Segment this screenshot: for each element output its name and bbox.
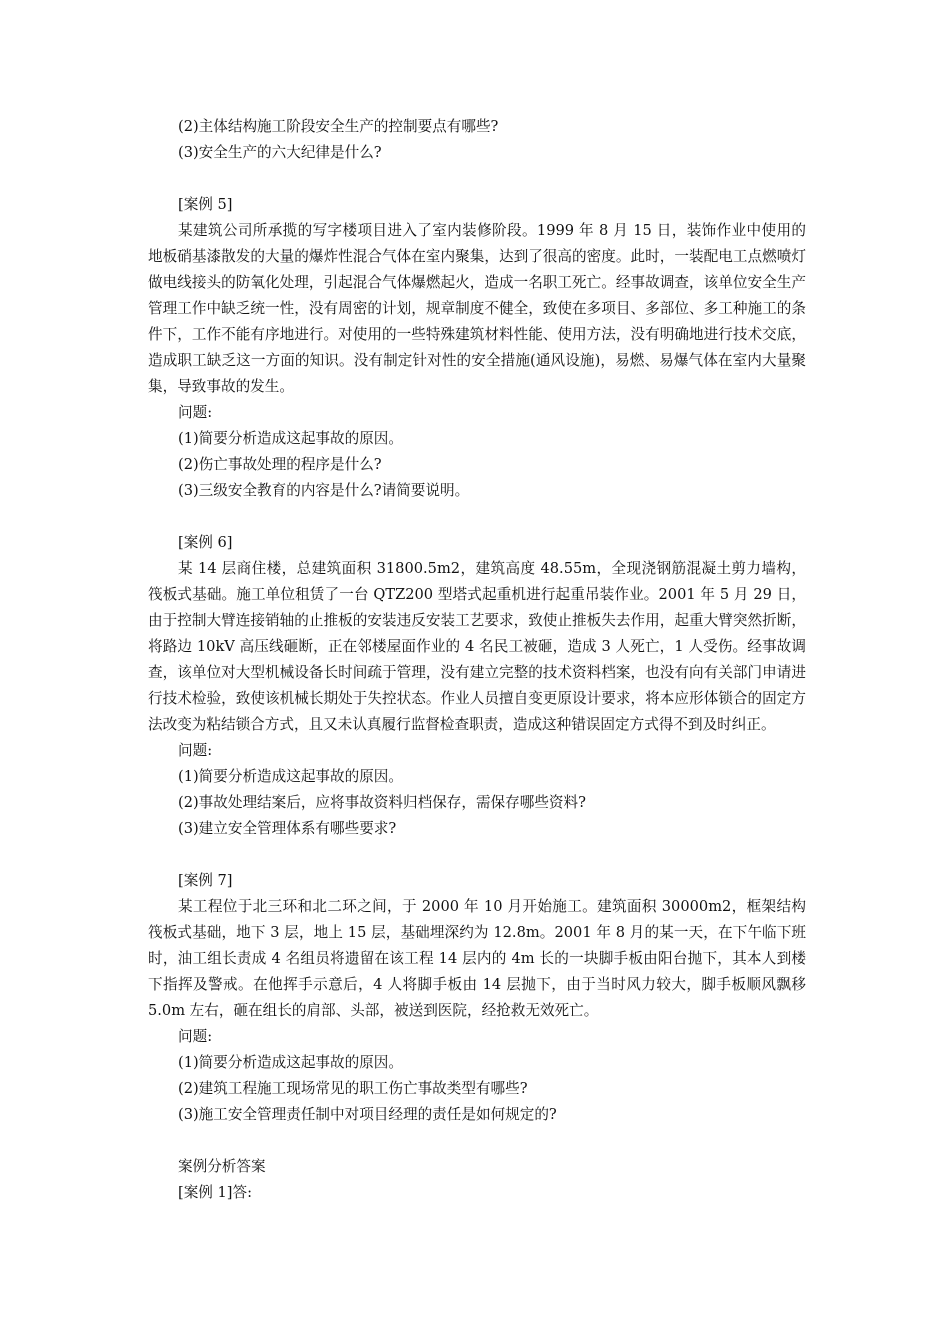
case-description: 某 14 层商住楼，总建筑面积 31800.5m2，建筑高度 48.55m，全现浇钢筋混凝土剪力墙构，筏板式基础。施工单位租赁了一台 QTZ200 型塔式起重机进行起重吊装作业。2001 年 5 月 29 日，由于控制大臂连接销轴的止推板的安装违反安装工艺要求，致使止推板失去作用，起重大臂突然折断，将路边 10kV 高压线砸断，正在邻楼屋面作业的 4 名民工被砸，造成 3 人死亡，1 人受伤。经事故调查，该单位对大型机械设备长时间疏于管理，没有建立完整的技术资料档案，也没有向有关部门申请进行技术检验，致使该机械长期处于失控状态。作业人员擅自变更原设计要求，将本应形体锁合的固定方法改变为粘结锁合方式，且又未认真履行监督检查职责，造成这种错误固定方式得不到及时纠正。 — [148, 560, 806, 733]
case-question: (2)伤亡事故处理的程序是什么? — [178, 456, 382, 473]
case-description: 某建筑公司所承揽的写字楼项目进入了室内装修阶段。1999 年 8 月 15 日，装饰作业中使用的地板硝基漆散发的大量的爆炸性混合气体在室内聚集，达到了很高的密度。此时，一装配电工点燃喷灯做电线接头的防氧化处理，引起混合气体爆燃起火，造成一名职工死亡。经事故调查，该单位安全生产管理工作中缺乏统一性，没有周密的计划，规章制度不健全，致使在多项目、多部位、多工种施工的条件下，工作不能有序地进行。对使用的一些特殊建筑材料性能、使用方法，没有明确地进行技术交底，造成职工缺乏这一方面的知识。没有制定针对性的安全措施(通风设施)，易燃、易爆气体在室内大量聚集，导致事故的发生。 — [148, 222, 806, 395]
case-heading: [案例 7] — [178, 872, 233, 889]
intro-question: (2)主体结构施工阶段安全生产的控制要点有哪些? — [178, 118, 499, 135]
spacer — [148, 166, 806, 192]
questions-label: 问题: — [178, 742, 213, 759]
questions-label: 问题: — [178, 1028, 213, 1045]
spacer — [148, 842, 806, 868]
spacer — [148, 504, 806, 530]
case-section-5 — [148, 192, 806, 504]
document-body — [148, 114, 806, 1206]
case-question: (1)简要分析造成这起事故的原因。 — [178, 1054, 403, 1071]
spacer — [148, 1128, 806, 1154]
case-question: (1)简要分析造成这起事故的原因。 — [178, 768, 403, 785]
case-question: (3)建立安全管理体系有哪些要求? — [178, 820, 397, 837]
answer-case-1-heading: [案例 1]答: — [178, 1184, 253, 1201]
case-section-6 — [148, 530, 806, 842]
answers-title: 案例分析答案 — [178, 1158, 266, 1175]
case-question: (2)建筑工程施工现场常见的职工伤亡事故类型有哪些? — [178, 1080, 528, 1097]
case-heading: [案例 6] — [178, 534, 233, 551]
questions-label: 问题: — [178, 404, 213, 421]
case-question: (1)简要分析造成这起事故的原因。 — [178, 430, 403, 447]
case-section-7 — [148, 868, 806, 1128]
case-heading: [案例 5] — [178, 196, 233, 213]
case-question: (3)施工安全管理责任制中对项目经理的责任是如何规定的? — [178, 1106, 557, 1123]
case-question: (2)事故处理结案后，应将事故资料归档保存，需保存哪些资料? — [178, 794, 586, 811]
case-description: 某工程位于北三环和北二环之间，于 2000 年 10 月开始施工。建筑面积 30000m2，框架结构筏板式基础，地下 3 层，地上 15 层，基础埋深约为 12.8m。2001 年 8 月的某一天，在下午临下班时，油工组长责成 4 名组员将遗留在该工程 14 层内的 4m 长的一块脚手板由阳台抛下，其本人到楼下指挥及警戒。在他挥手示意后，4 人将脚手板由 14 层抛下，由于当时风力较大，脚手板顺风飘移 5.0m 左右，砸在组长的肩部、头部，被送到医院，经抢救无效死亡。 — [148, 898, 806, 1019]
case-question: (3)三级安全教育的内容是什么?请简要说明。 — [178, 482, 470, 499]
intro-question: (3)安全生产的六大纪律是什么? — [178, 144, 382, 161]
